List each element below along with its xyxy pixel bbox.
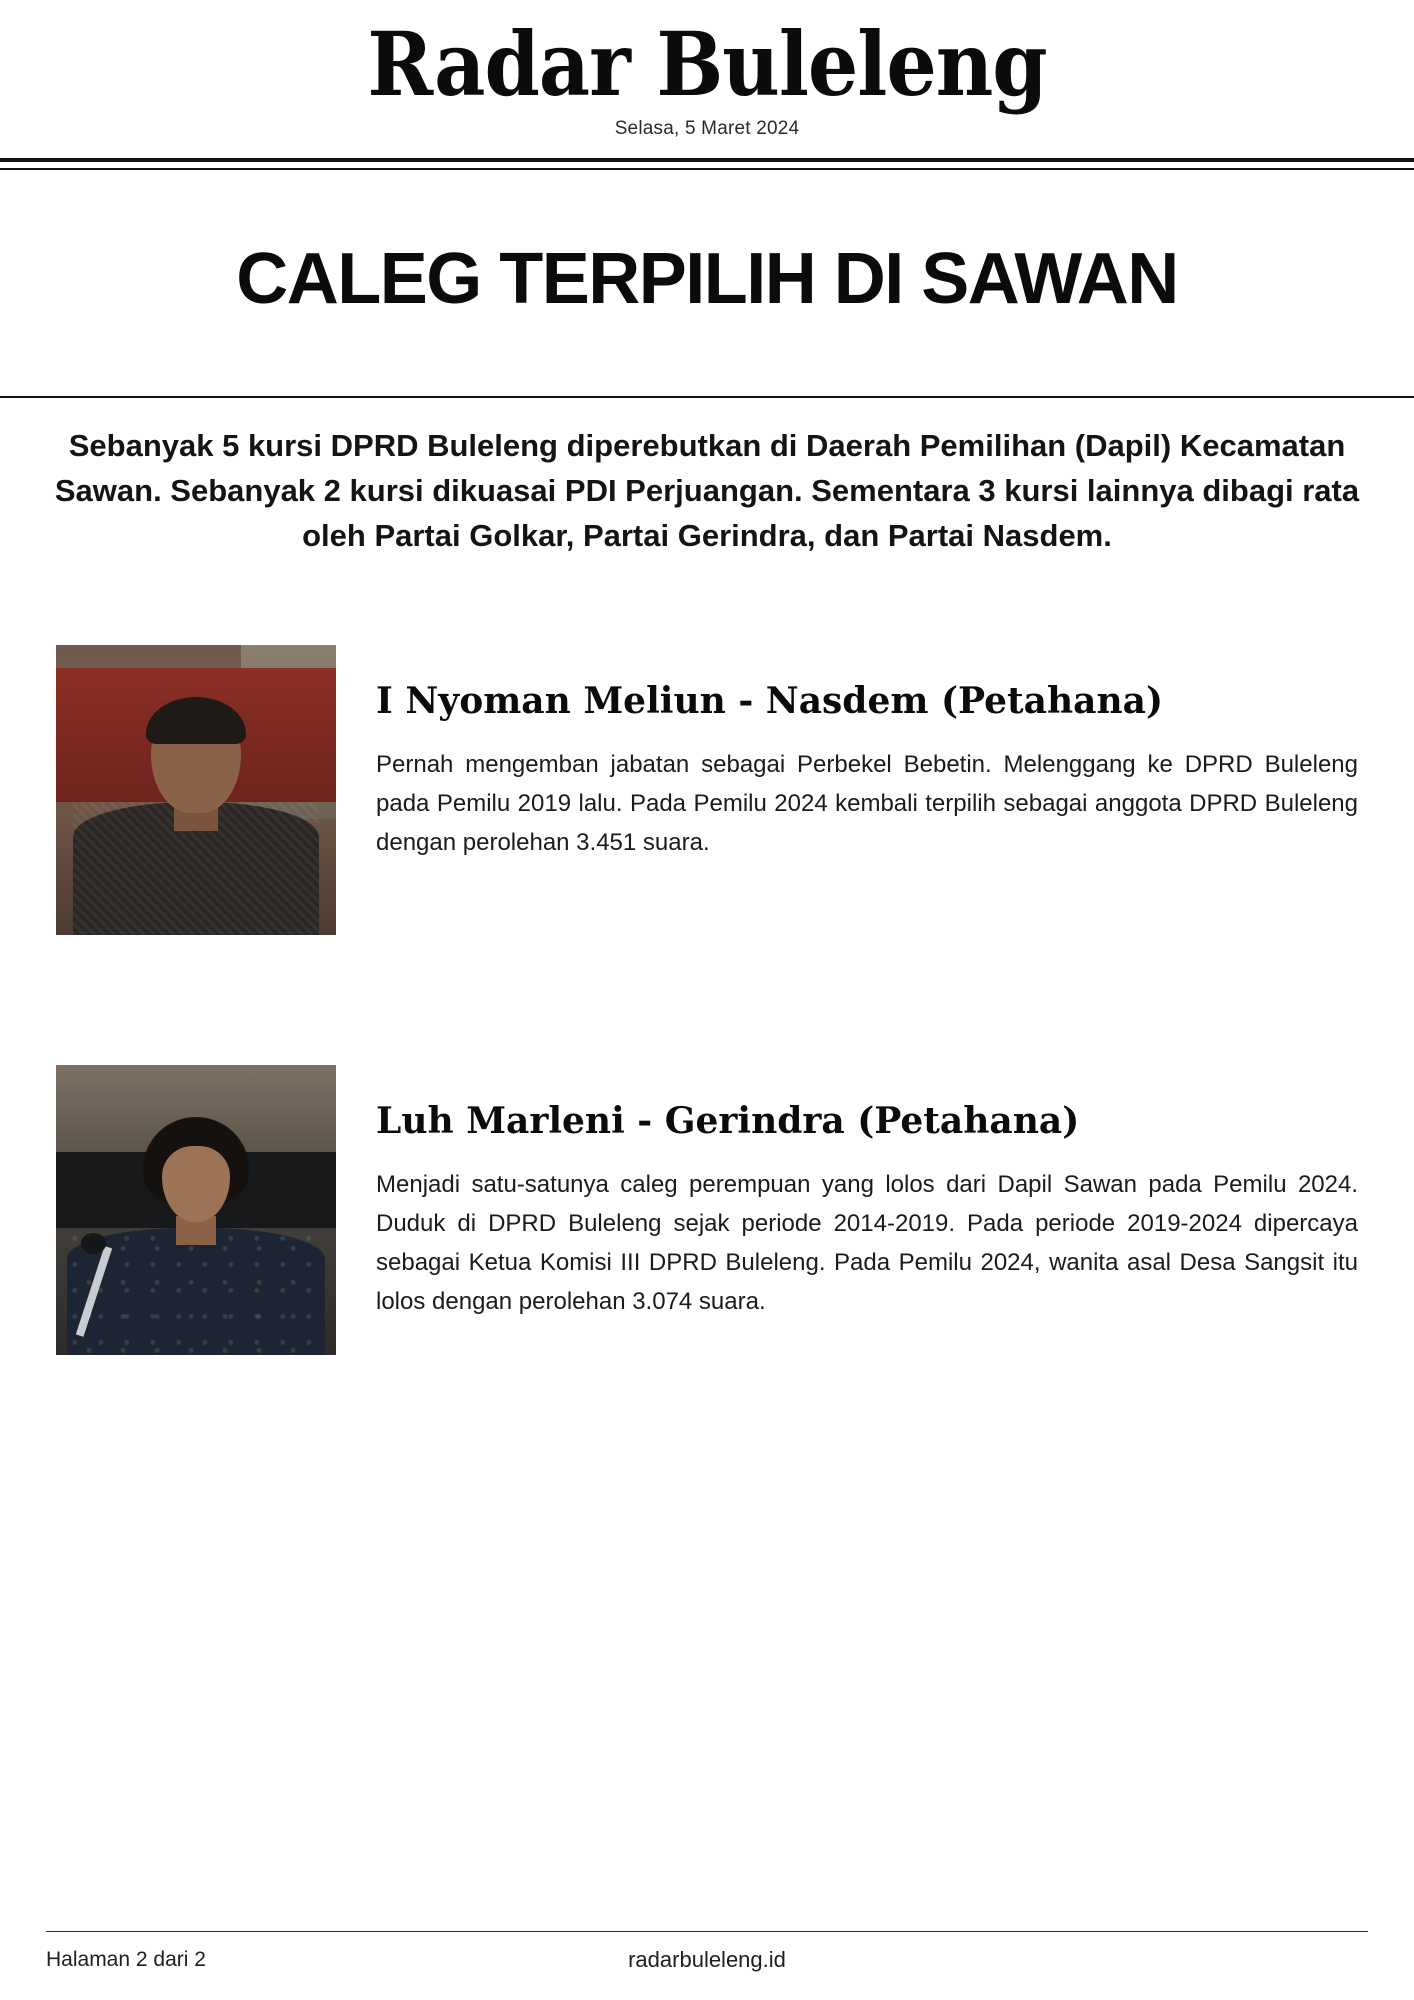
entry-text: Menjadi satu-satunya caleg perempuan yang lolos dari Dapil Sawan pada Pemilu 2024. Duduk di DPRD Buleleng sejak periode 2014-2019. Pada periode 2019-2024 dipercaya sebagai Ketua Komisi III DPRD Buleleng. Pada Pemilu 2024, wanita asal Desa Sangsit itu lolos dengan perolehan 3.074 suara. (376, 1171, 1358, 1315)
page-number: Halaman 2 dari 2 (46, 1948, 206, 1971)
portrait-photo-2 (56, 1065, 336, 1355)
page-title: CALEG TERPILIH DI SAWAN (236, 238, 1178, 319)
entry-body-1 (376, 645, 1358, 887)
headline-band (0, 170, 1414, 390)
entry-body-2 (376, 1065, 1358, 1346)
entry-list (0, 559, 1414, 2000)
entry-text: Pernah mengemban jabatan sebagai Perbekel Bebetin. Melenggang ke DPRD Buleleng pada Pemilu 2019 lalu. Pada Pemilu 2024 kembali terpilih sebagai anggota DPRD Buleleng dengan perolehan 3.451 suara. (376, 751, 1358, 857)
masthead (0, 0, 1414, 146)
entry-name: Luh Marleni - Gerindra (Petahana) (376, 1099, 1080, 1142)
portrait-photo-1 (56, 645, 336, 935)
footer-divider (46, 1931, 1368, 1932)
divider-thick (0, 158, 1414, 162)
masthead-title: Radar Buleleng (367, 12, 1047, 116)
entry-name: I Nyoman Meliun - Nasdem (Petahana) (376, 679, 1164, 722)
masthead-date: Selasa, 5 Maret 2024 (614, 118, 800, 140)
site-name: radarbuleleng.id (628, 1947, 786, 1972)
list-item (56, 645, 1358, 935)
footer-row (46, 1948, 1368, 1972)
list-item (56, 1065, 1358, 1355)
page-footer (0, 1931, 1414, 1972)
deck-paragraph: Sebanyak 5 kursi DPRD Buleleng diperebutkan di Daerah Pemilihan (Dapil) Kecamatan Sawan. Sebanyak 2 kursi dikuasai PDI Perjuangan. Sementara 3 kursi lainnya dibagi rata oleh Partai Golkar, Partai Gerindra, dan Partai Nasdem. (54, 428, 1360, 554)
